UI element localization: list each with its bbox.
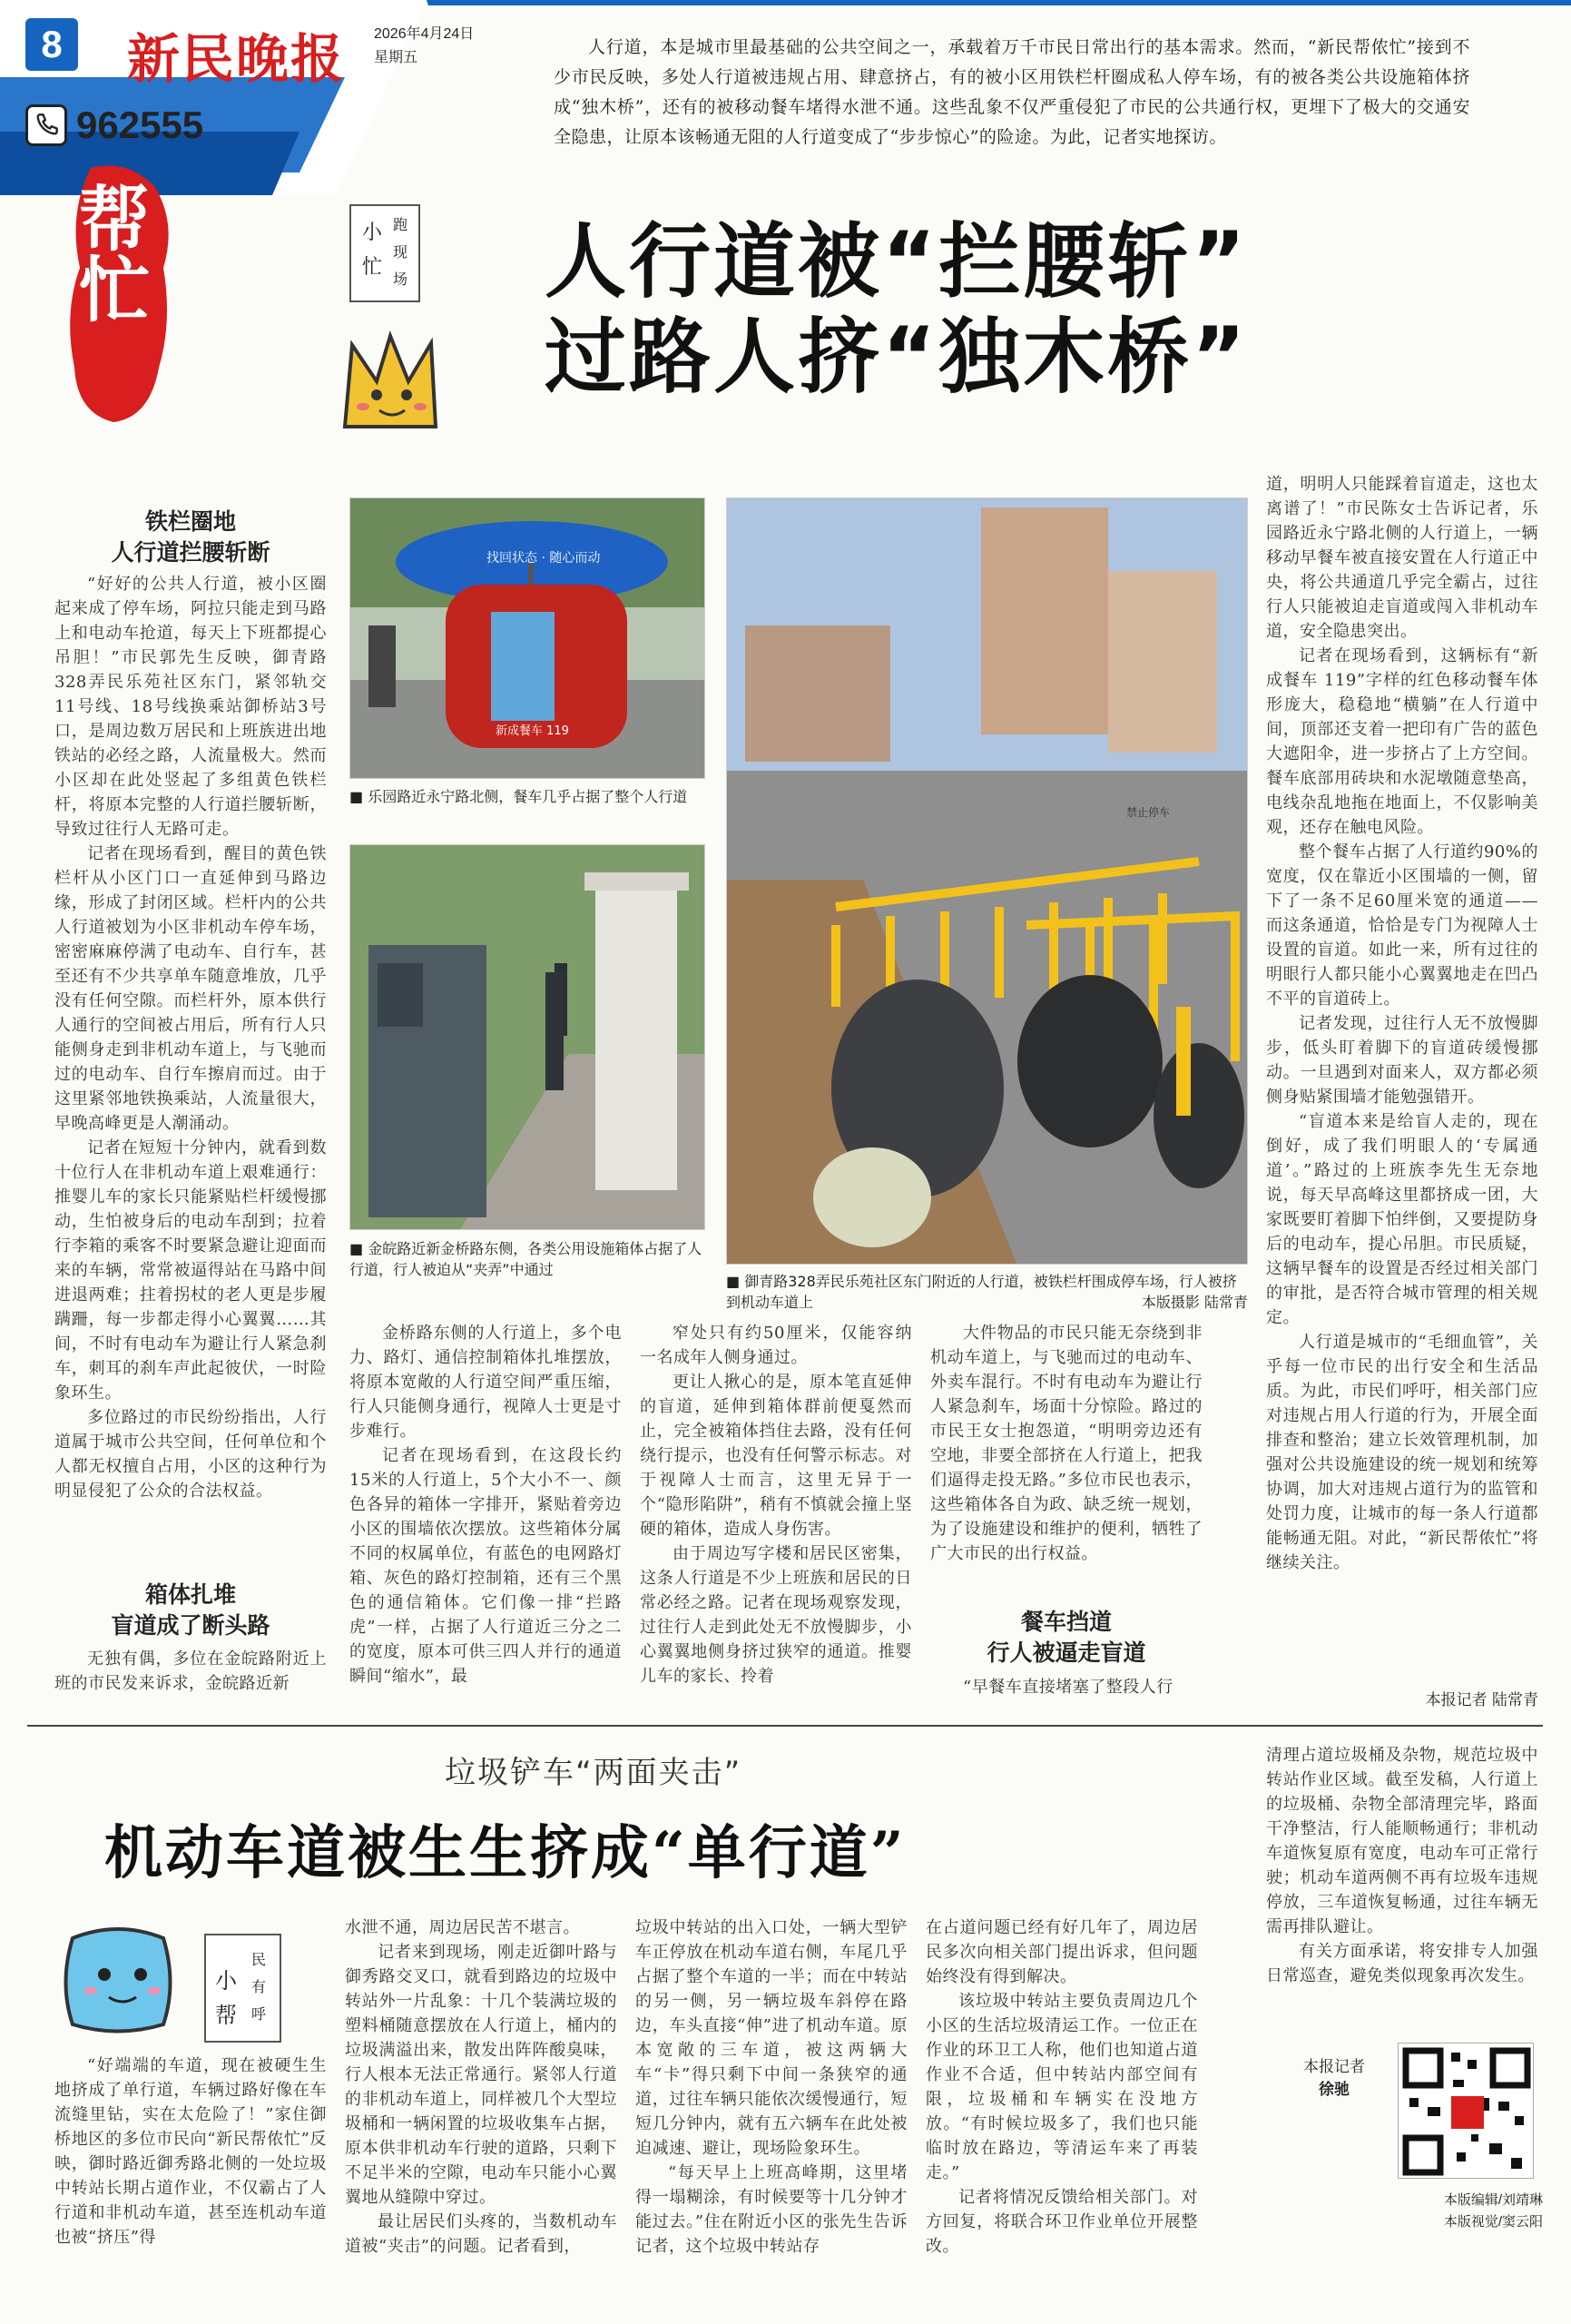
tag-char: 现 (393, 243, 408, 261)
story2-tag (204, 1934, 281, 2043)
story1-col4: 大件物品的市民只能无奈绕到非机动车道上，与飞驰而过的电动车、外卖车混行。不时有电动车为避让行人紧急刹车，场面十分惊险。路过的市民王女士抱怨道，“明明旁边还有空地，非要全部挤在人行道上，把我们逼得走投无路。”多位市民也表示，这些箱体各自为政、缺乏统一规划，为了设施建设和维护的便利，牺牲了广大市民的出行权益。 (930, 1324, 1203, 1563)
blue-mascot-illustration (54, 1920, 182, 2038)
photo-food-truck (349, 497, 705, 779)
subhead-boxes: 箱体扎堆 盲道成了断头路 (111, 1581, 270, 1639)
story1-tag (349, 204, 420, 302)
lead-paragraph: 人行道，本是城市里最基础的公共空间之一，承载着万千市民日常出行的基本需求。然而，“新民帮侬忙”接到不少市民反映，多处人行道被违规占用、肆意挤占，有的被小区用铁栏杆圈成私人停车场，有的被各类公共设施箱体挤成“独木桥”，还有的被移动餐车堵得水泄不通。这些乱象不仅严重侵犯了市民的公共通行权，更埋下了极大的交通安全隐患，让原本该畅通无阻的人行道变成了“步步惊心”的险途。为此，记者实地探访。 (554, 37, 1470, 147)
page-number: 8 (25, 18, 78, 71)
tag-char: 帮 (215, 2003, 237, 2028)
issue-weekday: 星期五 (374, 50, 418, 65)
food-truck-image (350, 498, 705, 779)
phone-icon (25, 104, 67, 146)
issue-date: 2026年4月24日 (374, 26, 475, 42)
story1-col1: “好好的公共人行道，被小区圈起来成了停车场，阿拉只能走到马路上和电动车抢道，每天上下班都提心吊胆！”市民郭先生反映，御青路328弄民乐苑社区东门，紧邻轨交11号线、18号线换乘站御桥站3号口，是周边数万居民和上班族进出地铁站的必经之路，人流量极大。然而小区却在此处竖起了多组黄色铁栏杆，将原本完整的人行道拦腰斩断，导致过往行人无路可走。 记者在现场看到，醒目的黄色铁栏杆从小区门口一直延伸到马路边缘，形成了封闭区域。栏杆内的公共人行道被划为小区非机动车停车场，密密麻麻停满了电动车、自行车，甚至还有不少共享单车随意堆放，几乎没有任何空隙。而栏杆外，原本供行人通行的空间被占用后，所有行人只能侧身走到非机动车道上，与飞驰而过的电动车、自行车擦肩而过。由于这里紧邻地铁换乘站，人流量很大，早晚高峰更是人潮涌动。 记者在短短十分钟内，就看到数十位行人在非机动车道上艰难通行：推婴儿车的家长只能紧贴栏杆缓慢挪动，生怕被身后的电动车刮到；拉着行李箱的乘客不时要紧急避让迎面而来的车辆，常常被逼得站在马路中间进退两难；拄着拐杖的老人更是步履蹒跚，每一步都走得小心翼翼……其间，不时有电动车为避让行人紧急刹车，刺耳的刹车声此起彼伏，一时险象环生。 多位路过的市民纷纷指出，人行道属于城市公共空间，任何单位和个人都无权擅自占用，小区的这种行为明显侵犯了公众的合法权益。 (54, 575, 327, 1501)
story1-col3: 窄处只有约50厘米，仅能容纳一名成年人侧身通过。 更让人揪心的是，原本笔直延伸的盲道，延伸到箱体群前便戛然而止，完全被箱体挡住去路，没有任何绕行提示，也没有任何警示标志。对于视障人士而言，这里无异于一个“隐形陷阱”，稍有不慎就会撞上坚硬的箱体，造成人身伤害。 由于周边写字楼和居民区密集，这条人行道是不少上班族和居民的日常必经之路。记者在现场观察发现，过往行人走到此处无不放慢脚步，小心翼翼地侧身挤过狭窄的通道。推婴儿车的家长、拎着 (640, 1324, 912, 1686)
masthead (0, 0, 1571, 195)
tag-char: 民 (251, 1951, 267, 1968)
story2-byline: 本报记者 徐驰 (1303, 2058, 1365, 2099)
story2-col2: 水泄不通，周边居民苦不堪言。 记者来到现场，刚走近御叶路与御秀路交叉口，就看到路边的垃圾中转站外一片乱象：十几个装满垃圾的塑料桶随意摆放在人行道上，桶内的垃圾满溢出来，散发出阵阵酸臭味，行人根本无法正常通行。紧邻人行道的非机动车道上，同样被几个大型垃圾桶和一辆闲置的垃圾收集车占据，原本供非机动车行驶的道路，只剩下不足半米的空隙，电动车只能小心翼翼地从缝隙中穿过。 最让居民们头疼的，当数机动车道被“夹击”的问题。记者看到， (345, 1918, 617, 2256)
story1-headline-line1: 人行道被“拦腰斩” (545, 214, 1249, 310)
fenced-parking-image (727, 498, 1248, 1265)
column-badge (64, 159, 177, 431)
story1-col4b: “早餐车直接堵塞了整段人行 (963, 1678, 1173, 1697)
caption-food-truck: ■ 乐园路近永宁路北侧，餐车几乎占据了整个人行道 (349, 788, 688, 805)
paper-name: 新民晚报 (127, 28, 346, 90)
section-divider (27, 1725, 1543, 1727)
subhead-food-truck: 餐车挡道 行人被逼走盲道 (987, 1609, 1146, 1666)
story1-col5: 道，明明人只能踩着盲道走，这也太离谱了！”市民陈女士告诉记者，乐园路近永宁路北侧的人行道上，一辆移动早餐车被直接安置在人行道正中央，将公共通道几乎完全霸占，过往行人只能被迫走盲道或闯入非机动车道，安全隐患突出。 记者在现场看到，这辆标有“新成餐车 119”字样的红色移动餐车体形庞大，稳稳地“横躺”在人行道中间，顶部还支着一把印有广告的蓝色大遮阳伞，进一步挤占了上方空间。餐车底部用砖块和水泥墩随意垫高，电线杂乱地拖在地面上，不仅影响美观，还存在触电风险。 整个餐车占据了人行道约90%的宽度，仅在靠近小区围墙的一侧，留下了一条不足60厘米宽的通道——而这条通道，恰恰是专门为视障人士设置的盲道。如此一来，所有过往的明眼行人都只能小心翼翼地走在凹凸不平的盲道砖上。 记者发现，过往行人无不放慢脚步，低头盯着脚下的盲道砖缓慢挪动。一旦遇到对面来人，双方都必须侧身贴紧围墙才能勉强错开。 “盲道本来是给盲人走的，现在倒好，成了我们明眼人的‘专属通道’。”路过的上班族李先生无奈地说，每天早高峰这里都挤成一团，大家既要盯着脚下怕绊倒，又要提防身后的电动车，提心吊胆。市民质疑，这辆早餐车的设置是否经过相关部门的审批，是否符合城市管理的相关规定。 人行道是城市的“毛细血管”，关乎每一位市民的出行安全和生活品质。为此，市民们呼吁，相关部门应对违规占用人行道的行为，开展全面排查和整治；建立长效管理机制，加强对公共设施建设的统一规划和统筹协调，加大对违规占道行为的监管和处罚力度，让城市的每一条人行道都能畅通无阻。对此，“新民帮侬忙”将继续关注。 (1266, 475, 1538, 1572)
utility-boxes-image (350, 845, 705, 1230)
photo-utility-boxes (349, 844, 705, 1230)
mascot-illustration (327, 318, 454, 445)
sign-text: 禁止停车 (1126, 806, 1171, 819)
story2-kicker: 垃圾铲车“两面夹击” (445, 1755, 742, 1791)
story2-headline: 机动车道被生生挤成“单行道” (104, 1819, 907, 1887)
hotline-number: 962555 (76, 103, 204, 146)
subhead-fence: 铁栏圈地 人行道拦腰斩断 (111, 508, 270, 566)
truck-label: 新成餐车 119 (496, 724, 569, 738)
story1-col2: 金桥路东侧的人行道上，多个电力、路灯、通信控制箱体扎堆摆放，将原本宽敞的人行道空间严重压缩，行人只能侧身通行，视障人士更是寸步难行。 记者在现场看到，在这段长约15米的人行道上，5个大小不一、颜色各异的箱体一字排开，紧贴着旁边小区的围墙依次摆放。这些箱体分属不同的权属单位，有蓝色的电网路灯箱、灰色的路灯控制箱，还有三个黑色的通信箱体。它们像一排“拦路虎”一样，占据了人行道近三分之二的宽度，原本可供三四人并行的通道瞬间“缩水”，最 (349, 1324, 622, 1686)
story1-byline: 本报记者 陆常青 (1425, 1691, 1538, 1709)
caption-utility-boxes: ■ 金皖路近新金桥路东侧，各类公用设施箱体占据了人行道，行人被迫从“夹弄”中通过 (349, 1240, 702, 1278)
story2-col1: “好端端的车道，现在被硬生生地挤成了单行道，车辆过路好像在车流缝里钻，实在太危险了！”家住御桥地区的多位市民向“新民帮侬忙”反映，御时路近御秀路北侧的一处垃圾中转站长期占道作业，不仅霸占了人行道和非机动车道，甚至连机动车道也被“挤压”得 (54, 2056, 327, 2247)
column-name: 帮忙 (67, 182, 150, 323)
hotline-box (25, 103, 252, 148)
tag-char: 小 (215, 1968, 237, 1994)
caption-fenced-parking: ■ 御青路328弄民乐苑社区东门附近的人行道，被铁栏杆围成停车场，行人被挤到机动车道上 本版摄影 陆常青 (726, 1273, 1248, 1311)
umbrella-text: 找回状态 · 随心而动 (486, 551, 601, 566)
tag-char: 跑 (393, 216, 408, 233)
story1-col1b: 无独有偶，多位在金皖路附近上班的市民发来诉求，金皖路近新 (54, 1649, 327, 1693)
story2-col3: 垃圾中转站的出入口处，一辆大型铲车正停放在机动车道右侧，车尾几乎占据了整个车道的一半；而在中转站的另一侧，另一辆垃圾车斜停在路边，车头直接“伸”进了机动车道。原本宽敞的三车道，被这两辆大车“卡”得只剩下中间一条狭窄的通道，过往车辆只能依次缓慢通行，短短几分钟内，就有五六辆车在此处被迫减速、避让，现场险象环生。 “每天早上上班高峰期，这里堵得一塌糊涂，有时候要等十几分钟才能过去。”住在附近小区的张先生告诉记者，这个垃圾中转站存 (635, 1918, 908, 2256)
tag-char: 小 (362, 222, 383, 244)
story2-col4: 在占道问题已经有好几年了，周边居民多次向相关部门提出诉求，但问题始终没有得到解决。 该垃圾中转站主要负责周边几个小区的生活垃圾清运工作。一位正在作业的环卫工人称，他们也知道占道作业不合适，但中转站内部空间有限，垃圾桶和车辆实在没地方放。“有时候垃圾多了，我们也只能临时放在路边，等清运车来了再装走。” 记者将情况反馈给相关部门。对方回复，将联合环卫作业单位开展整改。 (926, 1918, 1198, 2256)
story2-col5: 清理占道垃圾桶及杂物，规范垃圾中转站作业区域。截至发稿，人行道上的垃圾桶、杂物全部清理完毕，路面干净整洁，行人能顺畅通行；非机动车道恢复原有宽度，电动车可正常行驶；机动车道两侧不再有垃圾车违规停放，三车道恢复畅通，过往车辆无需再排队避让。 有关方面承诺，将安排专人加强日常巡查，避免类似现象再次发生。 (1266, 1746, 1538, 1985)
tag-char: 有 (251, 1978, 267, 1995)
page-editors: 本版编辑/刘靖琳 本版视觉/窦云阳 (1443, 2192, 1543, 2230)
tag-char: 忙 (362, 256, 383, 279)
qr-code-icon (1398, 2043, 1534, 2179)
photo-fenced-parking (726, 497, 1248, 1265)
tag-char: 场 (393, 271, 408, 288)
tag-char: 呼 (251, 2005, 267, 2023)
story1-headline-line2: 过路人挤“独木桥” (545, 310, 1249, 405)
